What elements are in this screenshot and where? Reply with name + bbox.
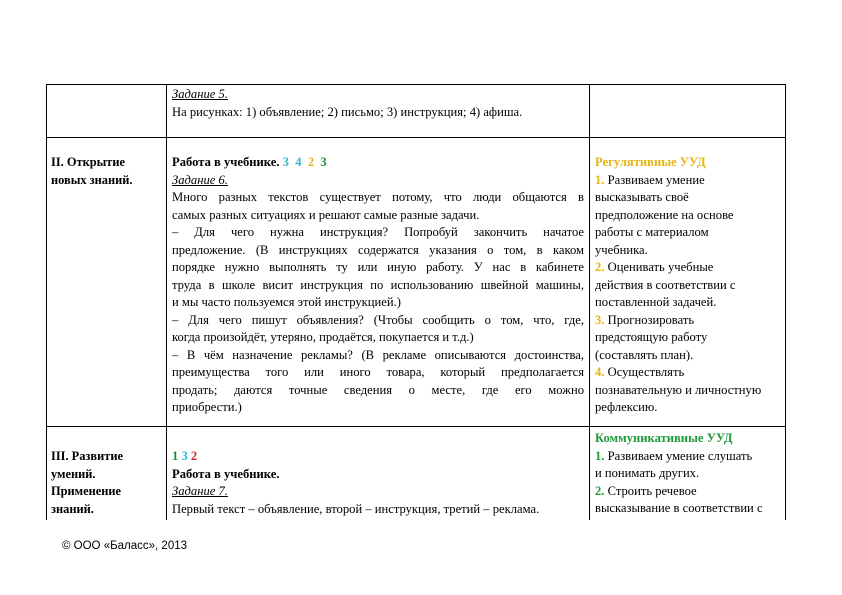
body-line: порядке нужно выполнять ту или иную работу. У нас в кабинете (172, 260, 584, 274)
uud-item (595, 483, 783, 501)
uud-text: Осуществлять (607, 365, 685, 379)
body-line: Много разных текстов существует потому, что люди общаются в (172, 190, 584, 204)
stage-label: умений. (51, 466, 96, 481)
row2-stage-cell (51, 154, 163, 189)
task-text: Первый текст – объявление, второй – инструкция, третий – реклама. (172, 501, 540, 516)
body-line: приобрести.) (172, 400, 242, 414)
stage-label: II. Открытие (51, 155, 125, 169)
task-title: Задание 6. (172, 172, 228, 187)
uud-text: Строить речевое (607, 483, 697, 498)
body-line: самых разных ситуациях и решают самые разные задачи. (172, 207, 480, 222)
uud-item (595, 312, 783, 330)
mark: 1 (172, 449, 179, 463)
uud-text: Развиваем умение слушать (607, 448, 753, 463)
row2-content-cell (172, 154, 584, 417)
body-line: предложение. (В инструкциях содержатся указания о том, в каком (172, 242, 584, 257)
mark: 2 (190, 449, 198, 463)
row1-content-cell (172, 86, 584, 121)
row3-stage-cell (51, 448, 163, 518)
row3-uud-cell (595, 430, 783, 518)
uud-text: познавательную и личностную (595, 382, 762, 397)
mark: 4 (295, 155, 302, 169)
marks (172, 448, 584, 466)
uud-text: работы с материалом (595, 225, 709, 239)
copyright-footer: © ООО «Баласс», 2013 (62, 540, 188, 552)
uud-text: высказывание в соответствии с (595, 501, 763, 515)
body-line: продать; даются точные сведения о месте, где его можно (172, 382, 584, 397)
uud-text: рефлексию. (595, 400, 658, 414)
uud-title: Регулятивные УУД (595, 155, 706, 169)
column-divider (166, 84, 167, 520)
body-line: труда в школе висит инструкция по использованию швейной машины, (172, 277, 584, 292)
uud-number: 4. (595, 365, 605, 379)
body-line: – Для чего нужна инструкция? Попробуй закончить начатое (172, 225, 584, 239)
task-title: Задание 7. (172, 484, 228, 498)
stage-label: новых знаний. (51, 172, 133, 187)
uud-text: высказывать своё (595, 190, 689, 204)
work-label: Работа в учебнике. (172, 466, 280, 481)
work-heading (172, 154, 584, 172)
task-text: На рисунках: 1) объявление; 2) письмо; 3) инструкция; 4) афиша. (172, 104, 523, 119)
row3-content-cell (172, 448, 584, 518)
uud-text: и понимать других. (595, 466, 700, 480)
row2-uud-cell (595, 154, 783, 417)
uud-text: (составлять план). (595, 347, 694, 362)
table-border-right (785, 84, 786, 520)
mark: 3 (181, 449, 188, 463)
uud-text: учебника. (595, 242, 648, 257)
uud-item (595, 172, 783, 190)
uud-text: Оценивать учебные (607, 260, 714, 274)
uud-title: Коммуникативные УУД (595, 431, 733, 445)
uud-number: 3. (595, 312, 605, 327)
stage-label: Применение (51, 484, 122, 498)
task-title: Задание 5. (172, 87, 228, 101)
uud-item (595, 364, 783, 382)
uud-text: действия в соответствии с (595, 277, 736, 292)
uud-number: 2. (595, 260, 605, 274)
uud-item (595, 259, 783, 277)
body-line: когда произойдёт, утеряно, продаётся, покупается и т.д.) (172, 330, 474, 344)
uud-text: предстоящую работу (595, 330, 708, 344)
mark: 2 (307, 155, 315, 169)
body-line: – В чём назначение рекламы? (В рекламе описываются достоинства, (172, 347, 584, 362)
body-line: – Для чего пишут объявления? (Чтобы сообщить о том, что, где, (172, 312, 584, 327)
body-line: и мы часто пользуемся этой инструкцией.) (172, 295, 401, 309)
marks (283, 155, 327, 169)
uud-text: предположение на основе (595, 207, 734, 222)
table-border-top (46, 84, 786, 85)
stage-label: III. Развитие (51, 449, 123, 463)
body-line: преимущества того или иного товара, который предполагается (172, 365, 584, 379)
lesson-table (46, 84, 786, 520)
mark: 3 (320, 155, 327, 169)
uud-text: поставленной задачей. (595, 295, 717, 309)
mark: 3 (282, 155, 289, 169)
uud-item (595, 448, 783, 466)
uud-number: 2. (595, 483, 605, 498)
row-divider (46, 137, 786, 138)
uud-number: 1. (595, 172, 605, 187)
work-label: Работа в учебнике. (172, 155, 280, 169)
uud-number: 1. (595, 448, 605, 463)
table-border-left (46, 84, 47, 520)
row-divider (46, 426, 786, 427)
stage-label: знаний. (51, 501, 94, 516)
column-divider (589, 84, 590, 520)
uud-text: Развиваем умение (607, 172, 705, 187)
uud-text: Прогнозировать (607, 312, 695, 327)
